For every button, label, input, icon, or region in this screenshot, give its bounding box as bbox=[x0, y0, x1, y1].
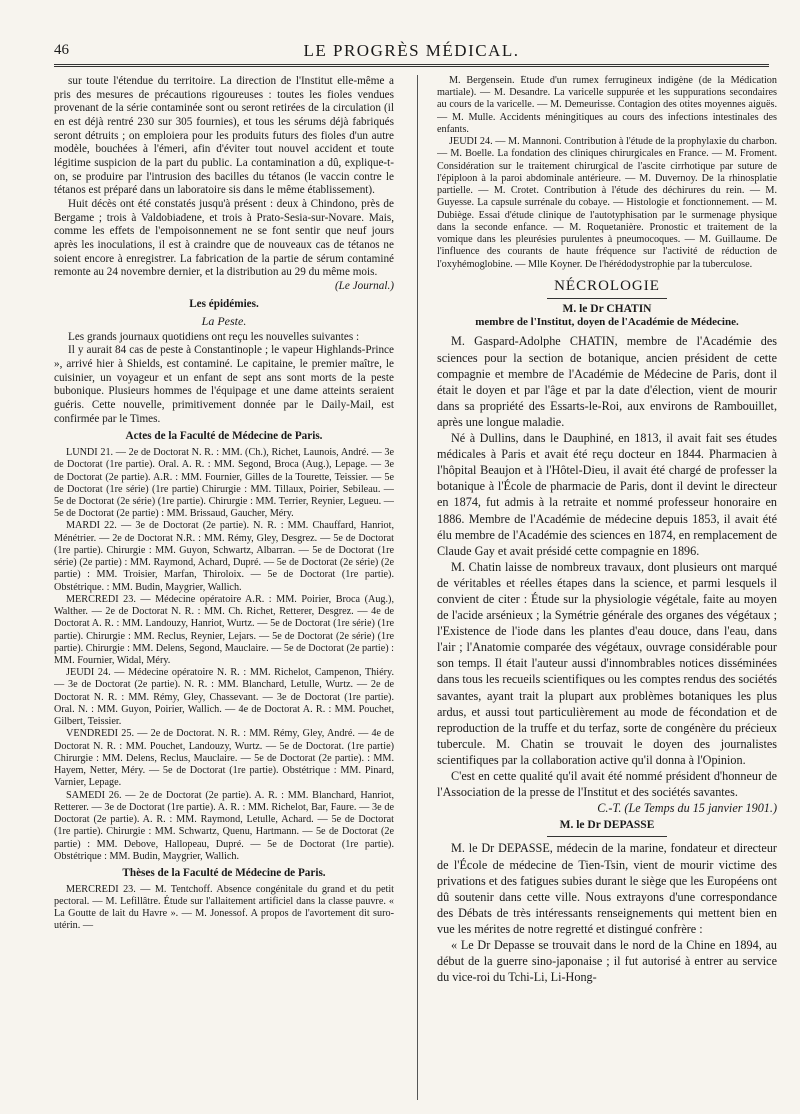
depasse-paragraph-1: M. le Dr DEPASSE, médecin de la marine, fondateur et directeur de l'École de médecine de Tien-Tsin, vient de mourir victime des privations et des fatigues subies durant le siège que les Européens ont dû soutenir dans cette ville. Nous extrayons d'une correspondance des Débats de très intéressants renseignements qui mettent bien en vue les mérites de notre regretté et distingué confrère : bbox=[437, 841, 777, 936]
chatin-paragraph-3: M. Chatin laisse de nombreux travaux, dont plusieurs ont marqué de véritables et réelles étapes dans la science, et parmi lesquels il convient de citer : Étude sur la physiologie végétale, faite au moyen de l'acide arsénieux ; la Symétrie générale des organes des végétaux ; l'Existence de l'iode dans les plantes d'eau douce, dans l'eau, dans l'air ; l'Anatomie comparée des végétaux, ouvrage considérable pour son temps. Il était l'auteur aussi d'innombrables notices disséminées dans tous les recueils scientifiques ou les comptes rendus des sociétés savantes, ayant trait la plupart aux problèmes botaniques les plus ardus, et aussi tout particulièrement au mode de fécondation et de reproduction de la truffe et du terfaz, sorte de congénère du précieux tubercule. M. Chatin se trouvait le doyen des journalistes scientifiques par la collaboration active qu'il donna à l'Opinion. bbox=[437, 559, 777, 767]
chatin-paragraph-2: Né à Dullins, dans le Dauphiné, en 1813, il avait fait ses études médicales à Paris et avait été reçu docteur en 1844. Pharmacien à l'hôpital Beaujon et à l'Hôtel-Dieu, il avait été chargé de professer la botanique à l'École de pharmacie de Paris, dont il devint le directeur en 1874, fut admis à la retraite et nommé professeur honoraire en 1886. Membre de l'Académie de médecine depuis 1853, il avait été élu membre de l'Académie des sciences en 1874, en remplacement de Claude Gay et avait présidé cette compagnie en 1896. bbox=[437, 431, 777, 558]
chatin-name: M. le Dr CHATIN bbox=[562, 303, 652, 316]
chatin-paragraph-4: C'est en cette qualité qu'il avait été nommé président d'honneur de l'Association de la presse de l'Institut et des sociétés savantes. bbox=[437, 769, 777, 800]
theses-wednesday: MERCREDI 23. — M. Tentchoff. Absence congénitale du grand et du petit pectoral. — M. Lefillâtre. Étude sur l'allaitement artificiel dans la classe pauvre. « La Goutte de lait du Havre ». — M. Jonessof. A propos de l'avortement dit suro-utérin. — bbox=[54, 883, 394, 932]
plague-subheading: La Peste. bbox=[201, 314, 247, 329]
right-column bbox=[437, 75, 777, 1105]
theses-thursday: JEUDI 24. — M. Mannoni. Contribution à l'étude de la prophylaxie du charbon. — M. Boelle. La fondation des cliniques chirurgicales en France. — M. Froment. Considération sur le traitement chirurgical de l'ascite cirrhotique par suture de l'épiploon à la paroi abdominale antérieure. — M. Duvernoy. De la rhinosplatie partielle. — M. Crotet. Contribution à l'étude des déchirures du rein. — M. Guyesse. La capsule surrénale du cobaye. — Histologie et fonctionnement. — M. Dubiège. Essai d'étude clinique de l'autotyphisation par le surmenage physique dans la seconde enfance. — M. Roquetanière. Pronostic et traitement de la vomique dans les pleurésies purulentes à pneumocoques. — M. Guillaume. De l'influence des courants de haute fréquence sur l'activité de réduction de l'oxyhémoglobine. — Mlle Koyner. De l'hérédodystrophie par la tuberculose. bbox=[437, 136, 777, 270]
chatin-title: membre de l'Institut, doyen de l'Académie de Médecine. bbox=[475, 316, 739, 329]
acts-saturday: SAMEDI 26. — 2e de Doctorat (2e partie). A. R. : MM. Blanchard, Hanriot, Retterer. — 3e de Doctorat (1re partie). A. R. : MM. Richelot, Bar, Faure. — 3e de Doctorat (2e partie). A. R. : MM. Raymond, Letulle, Achard. — 5e de Doctorat (1re partie). Chirurgie : MM. Schwartz, Quenu, Hartmann. — 5e de Doctorat (2e partie) : MM. Debove, Hallopeau, Dupré. — 5e de Doctorat (1re partie). Obstétrique : MM. Budin, Maygrier, Wallich. bbox=[54, 789, 394, 862]
acts-tuesday: MARDI 22. — 3e de Doctorat (2e partie). N. R. : MM. Chauffard, Hanriot, Ménétrier. — 2e de Doctorat N.R. : MM. Rémy, Gley, Desgrez. — 5e de Doctorat (1re partie). Chirurgie : MM. Guyon, Schwartz, Albarran. — 5e de Doctorat (1re série) (2e partie) : MM. Raymond, Achard, Dupré. — 5e de Doctorat (2e série) (2e partie) : MM. Troisier, Marfan, Thiroloix. — 5e de Doctorat (1re partie). Obstétrique. : MM. Budin, Maygrier, Wallich. bbox=[54, 520, 394, 593]
column-divider bbox=[417, 75, 418, 1100]
tetanus-paragraph-1: sur toute l'étendue du territoire. La direction de l'Institut elle-même a pris des mesures de précautions rigoureuses : toutes les fioles vendues provenant de la série contaminée sont ou seront retirées de la circulation (il en est déjà rentré 230 sur 305 fournies), et tous les sérums déjà fabriqués seront détruits ; on emploiera pour les produits futurs des fioles d'un autre modèle, bouchées à l'émeri, afin d'éviter tout nouvel accident et toute légitime suspicion de la part du public. La contamination a dû, explique-t-on, se produire par l'intrusion des bacilles du tétanos (le vaccin contre le tétanos est préparé dans un laboratoire sis dans le même établissement). bbox=[54, 75, 394, 197]
journal-title: LE PROGRÈS MÉDICAL. bbox=[303, 41, 520, 60]
tetanus-paragraph-2: Huit décès ont été constatés jusqu'à présent : deux à Chindono, près de Bergame ; trois à Valdobiadene, et trois à Prato-Sesia-sur-Novare. Mais, comme les effets de l'empoisonnement ne se font sentir que neuf jours après les inoculations, il est à craindre que de nouveaux cas de tétanos ne soient encore à enregistrer. La fabrication de la partie de sérum contaminé remonte au 24 novembre dernier, et la distribution au 29 du même mois. bbox=[54, 197, 394, 279]
acts-thursday: JEUDI 24. — Médecine opératoire N. R. : MM. Richelot, Campenon, Thiéry. — 3e de Doctorat (2e partie). N. R. : MM. Blanchard, Letulle, Wurtz. — 2e de Doctorat N. R. : MM. Rémy, Gley, Chassevant. — 3e de Doctorat (1re partie). Oral. N. : MM. Guyon, Poirier, Wallich. — 4e de Doctorat A. R. : MM. Pouchet, Gilbert, Teissier. bbox=[54, 667, 394, 728]
depasse-paragraph-2: « Le Dr Depasse se trouvait dans le nord de la Chine en 1894, au début de la guerre sino-japonaise ; il fut autorisé à entrer au service du vice-roi du Tchi-Li, Li-Hong- bbox=[437, 938, 777, 985]
faculty-acts-list bbox=[54, 447, 394, 863]
plague-paragraph-2: Il y aurait 84 cas de peste à Constantinople ; le vapeur Highlands-Prince », arrivé hier à Shields, est contaminé. Le capitaine, le premier maître, le cuisinier, un voyageur et un enfant de sept ans sont morts de la peste bubonique. Plusieurs hommes de l'équipage et une dame atteints seraient guéris. Cette nouvelle, primitivement donnée par le Daily-Mail, est confirmée par le Times. bbox=[54, 344, 394, 425]
page-number: 46 bbox=[54, 42, 69, 58]
source-le-journal: (Le Journal.) bbox=[334, 279, 394, 292]
depasse-name: M. le Dr DEPASSE bbox=[559, 819, 655, 832]
necrology-title: NÉCROLOGIE bbox=[554, 277, 660, 294]
acts-wednesday: MERCREDI 23. — Médecine opératoire A.R. : MM. Poirier, Broca (Aug.), Walther. — 2e de Doctorat N. R. : MM. Ch. Richet, Retterer, Desgrez. — 4e de Doctorat A. R. : MM. Landouzy, Hanriot, Wurtz. — 5e de Doctorat (1re série) (1re partie). Chirurgie : MM. Reclus, Reynier, Lejars. — 5e de Doctorat (2e série) (1re partie). Chirurgie : MM. Delens, Segond, Mauclaire. — 5e de Doctorat (2e partie) : MM. Fournier, Widal, Méry. bbox=[54, 593, 394, 667]
acts-friday: VENDREDI 25. — 2e de Doctorat. N. R. : MM. Rémy, Gley, André. — 4e de Doctorat N. R. : MM. Pouchet, Landouzy, Wurtz. — 5e de Doctorat. (1re partie) Chirurgie : MM. Delens, Reclus, Mauclaire. — 5e de Doctorat (2e partie). : MM. Hayem, Netter, Méry. — 5e de Doctorat (1re partie). Obstétrique : MM. Pinard, Varnier, Lepage. bbox=[54, 728, 394, 789]
faculty-acts-heading: Actes de la Faculté de Médecine de Paris. bbox=[125, 430, 323, 443]
page-header bbox=[54, 40, 769, 67]
theses-heading: Thèses de la Faculté de Médecine de Paris. bbox=[122, 867, 326, 879]
chatin-obituary bbox=[437, 333, 777, 985]
necrology-rule bbox=[547, 298, 667, 299]
chatin-paragraph-1: M. Gaspard-Adolphe CHATIN, membre de l'Académie des sciences pour la section de botanique, ancien président de cette compagnie et membre de l'Académie de Médecine de Paris, dont il était le doyen et par l'âge et par la date d'élection, vient de mourir dans sa propriété des Essarts-le-Roi, aux environs de Rambouillet, après une longue maladie. bbox=[437, 334, 777, 429]
left-column bbox=[54, 75, 394, 1105]
plague-paragraph-1: Les grands journaux quotidiens ont reçu les nouvelles suivantes : bbox=[68, 330, 360, 343]
epidemics-heading: Les épidémies. bbox=[189, 297, 259, 310]
depasse-rule bbox=[547, 836, 667, 837]
source-le-temps: C.-T. (Le Temps du 15 janvier 1901.) bbox=[597, 801, 777, 816]
acts-monday: LUNDI 21. — 2e de Doctorat N. R. : MM. (Ch.), Richet, Launois, André. — 3e de Doctorat (1re partie). Oral. A. R. : MM. Segond, Broca (Aug.), Lepage. — 3e de Doctorat (2e partie). A.R. : MM. Fournier, Gilles de la Tourette, Teissier. — 5e de Doctorat (1re série) (1re partie) Chirurgie : MM. Tillaux, Poirier, Sebileau. — 5e de Doctorat (2e série) (1re partie). Chirurgie : MM. Terrier, Reynier, Legueu. — 5e de Doctorat (2e partie) : MM. Brissaud, Gaucher, Méry. bbox=[54, 447, 394, 520]
theses-continued: M. Bergensein. Étude d'un rumex ferrugineux indigène (de la Médication martiale). — M. Desandre. La varicelle suppurée et les suppurations secondaires au cours de la varicelle. — M. Demeurisse. Contagion des otites moyennes aiguës. — M. Mulle. Accidents méningitiques au cours des infections intestinales des enfants. bbox=[437, 75, 777, 135]
